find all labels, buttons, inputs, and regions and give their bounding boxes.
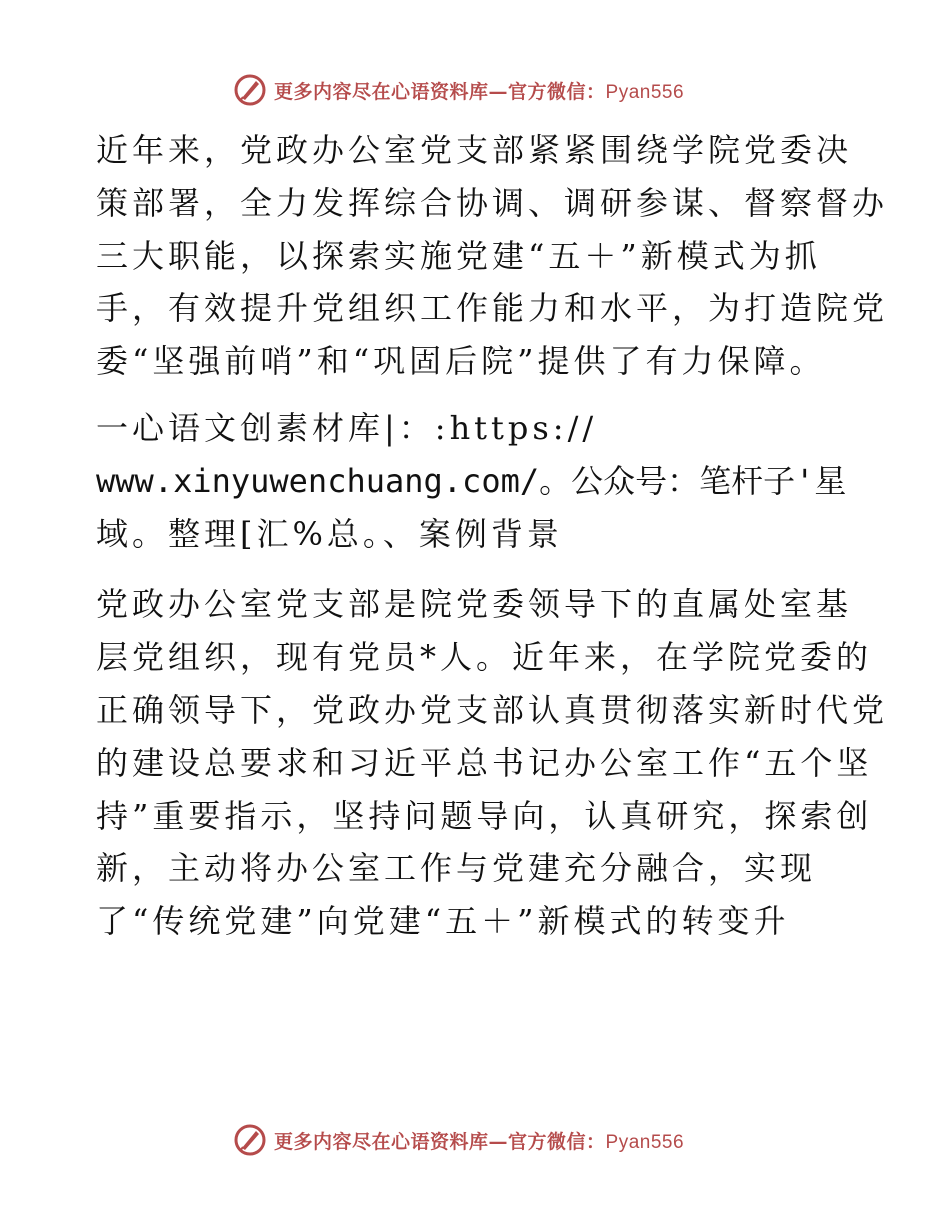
text-line: 近年来，党政办公室党支部紧紧围绕学院党委决 [96,131,853,169]
paragraph-source-note [96,402,856,560]
text-line: 一心语文创素材库|：:https:// [96,408,598,447]
document-body [96,124,889,948]
text-line: 持”重要指示，坚持问题导向，认真研究，探索创 [96,796,873,835]
header-watermark [232,70,752,110]
text-line: 策部署，全力发挥综合协调、调研参谋、督察督办 [96,183,889,222]
watermark-brand: Pyan556 [605,81,685,103]
text-line: 的建设总要求和习近平总书记办公室工作“五个坚 [96,743,873,782]
text-line: 层党组织，现有党员*人。近年来，在学院党委的 [96,638,873,677]
text-line: 党政办公室党支部是院党委领导下的直属处室基 [96,585,853,624]
text-line: 正确领导下，党政办党支部认真贯彻落实新时代党 [96,690,889,729]
watermark-text: 更多内容尽在心语资料库—官方微信：Pyan556 [274,1130,685,1153]
text-line: 委“坚强前哨”和“巩固后院”提供了有力保障。 [96,342,826,381]
text-line: 域。整理[汇%总。、案例背景 [96,514,563,553]
footer-watermark [232,1120,752,1160]
watermark-brand: Pyan556 [605,1131,685,1153]
text-line: www.xinyuwenchuang.com/。公众号：笔杆子'星 [96,461,847,500]
text-line: 三大职能，以探索实施党建“五＋”新模式为抓 [96,236,821,275]
watermark-text: 更多内容尽在心语资料库—官方微信：Pyan556 [274,80,685,103]
text-line: 新，主动将办公室工作与党建充分融合，实现 [96,849,817,888]
quill-pen-logo-icon [232,1122,268,1158]
quill-pen-logo-icon [232,72,268,108]
text-line: 手，有效提升党组织工作能力和水平，为打造院党 [96,289,889,328]
text-line: 了“传统党建”向党建“五＋”新模式的转变升 [96,902,790,941]
paragraph-background [96,578,889,948]
paragraph-intro [96,124,889,388]
